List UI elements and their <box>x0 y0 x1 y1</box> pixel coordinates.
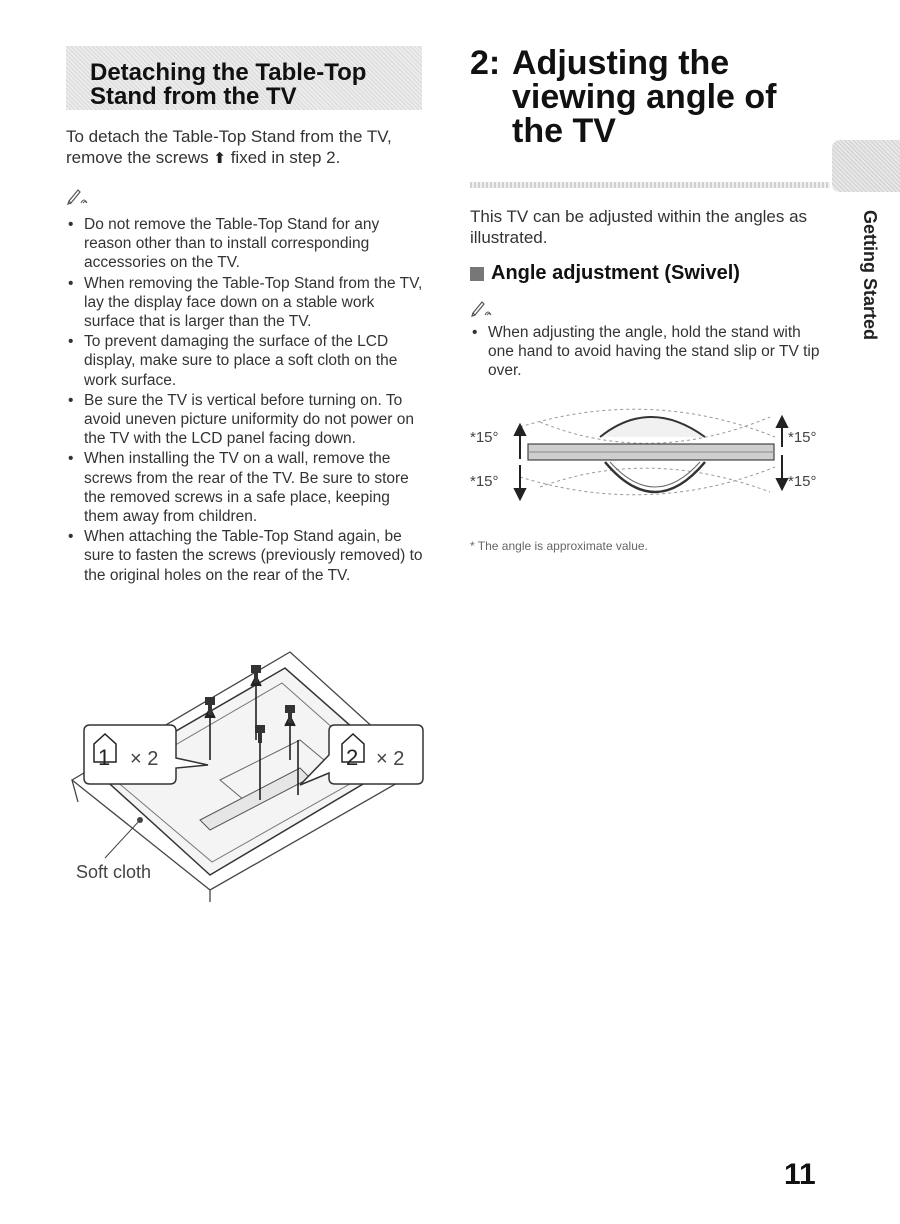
angle-label-bottom-left: *15° <box>470 472 499 490</box>
list-item: • When attaching the Table-Top Stand again, be sure to fasten the screws (previously removed) to the original holes on the rear of the TV. <box>66 527 426 585</box>
angle-label-bottom-right: *15° <box>788 472 817 490</box>
title-number: 2: <box>470 44 501 82</box>
right-column <box>470 46 830 553</box>
note-pencil-icon <box>66 187 426 207</box>
title-line1: Adjusting the <box>512 44 730 82</box>
title-divider <box>470 182 830 188</box>
angle-label-top-left: *15° <box>470 428 499 446</box>
section-heading-line2: Stand from the TV <box>90 83 297 110</box>
callout-2-quantity: × 2 <box>376 748 405 770</box>
left-column <box>66 46 426 586</box>
subheading-text: Angle adjustment (Swivel) <box>491 262 740 284</box>
note-pencil-icon <box>470 299 830 319</box>
page-title <box>470 46 830 148</box>
title-line2: viewing angle of <box>512 78 777 116</box>
screw-up-arrow-icon: ⬆︎ <box>213 150 226 167</box>
section-heading-line1: Detaching the Table-Top <box>90 59 367 86</box>
list-item: • To prevent damaging the surface of the LCD display, make sure to place a soft cloth on the work surface. <box>66 332 426 390</box>
subheading <box>470 262 830 285</box>
lead-text-2: fixed in step 2. <box>225 148 341 167</box>
list-item: • When removing the Table-Top Stand from the TV, lay the display face down on a stable work surface that is larger than the TV. <box>66 274 426 332</box>
callout-1-quantity: × 2 <box>130 748 159 770</box>
section-tab <box>832 140 900 192</box>
callout-1-number: 1 <box>98 745 111 770</box>
list-item: • When installing the TV on a wall, remove the screws from the rear of the TV. Be sure to store the removed screws in a safe place, keeping them away from children. <box>66 449 426 526</box>
lead-paragraph <box>66 126 426 169</box>
intro-paragraph: This TV can be adjusted within the angles as illustrated. <box>470 207 808 247</box>
swivel-diagram <box>470 407 830 527</box>
angle-label-top-right: *15° <box>788 428 817 446</box>
square-bullet-icon <box>470 267 484 281</box>
section-heading-banner <box>66 46 422 110</box>
angle-footnote: * The angle is approximate value. <box>470 538 648 553</box>
page-number: 11 <box>784 1158 816 1191</box>
callout-2-number: 2 <box>346 745 359 770</box>
detach-stand-illustration <box>60 640 440 910</box>
title-line3: the TV <box>512 112 616 150</box>
list-item: • When adjusting the angle, hold the stand with one hand to avoid having the stand slip or TV tip over. <box>470 323 830 381</box>
list-item: • Do not remove the Table-Top Stand for any reason other than to install corresponding accessories on the TV. <box>66 215 426 273</box>
lead-text-1: To detach the Table-Top Stand from the TV, remove the screws <box>66 127 392 167</box>
list-item: • Be sure the TV is vertical before turning on. To avoid uneven picture uniformity do not power on the TV with the LCD panel facing down. <box>66 391 426 449</box>
soft-cloth-label: Soft cloth <box>76 862 152 882</box>
section-tab-label: Getting Started <box>860 210 880 341</box>
notes-list <box>66 215 426 585</box>
swivel-notes-list <box>470 323 830 381</box>
